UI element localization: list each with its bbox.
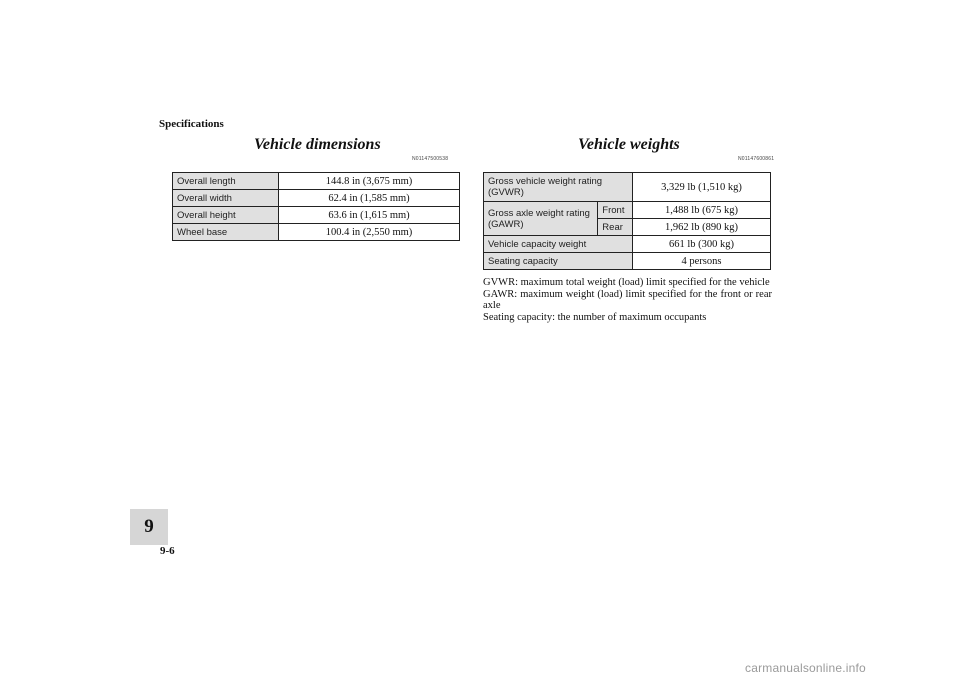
weights-title: Vehicle weights — [578, 136, 680, 153]
seating-label: Seating capacity — [484, 253, 633, 270]
chapter-tab: 9 — [130, 509, 168, 545]
weights-table — [483, 172, 771, 270]
table-row — [173, 207, 460, 224]
table-row — [484, 236, 771, 253]
table-row — [484, 173, 771, 202]
gawr-label: Gross axle weight rating (GAWR) — [484, 202, 598, 236]
page-number: 9-6 — [160, 545, 175, 557]
dimension-label: Overall width — [173, 190, 279, 207]
dimensions-title: Vehicle dimensions — [254, 136, 381, 153]
seating-value: 4 persons — [633, 253, 771, 270]
gawr-rear-value: 1,962 lb (890 kg) — [633, 219, 771, 236]
table-row — [484, 202, 771, 219]
dimension-value: 144.8 in (3,675 mm) — [279, 173, 460, 190]
dimensions-code: N01147500538 — [412, 156, 449, 162]
note-seating: Seating capacity: the number of maximum occupants — [483, 311, 707, 323]
dimension-label: Overall height — [173, 207, 279, 224]
capacity-value: 661 lb (300 kg) — [633, 236, 771, 253]
watermark: carmanualsonline.info — [745, 661, 866, 675]
gvwr-label: Gross vehicle weight rating (GVWR) — [484, 173, 633, 202]
dimension-value: 62.4 in (1,585 mm) — [279, 190, 460, 207]
gawr-front-value: 1,488 lb (675 kg) — [633, 202, 771, 219]
dimension-value: 100.4 in (2,550 mm) — [279, 224, 460, 241]
weight-notes — [483, 277, 772, 323]
table-row — [173, 224, 460, 241]
dimension-label: Overall length — [173, 173, 279, 190]
section-header: Specifications — [159, 118, 224, 130]
dimension-label: Wheel base — [173, 224, 279, 241]
gvwr-value: 3,329 lb (1,510 kg) — [633, 173, 771, 202]
gawr-rear-label: Rear — [598, 219, 633, 236]
dimension-value: 63.6 in (1,615 mm) — [279, 207, 460, 224]
note-gawr: GAWR: maximum weight (load) limit specified for the front or rear axle — [483, 288, 772, 311]
table-row — [484, 253, 771, 270]
note-gvwr: GVWR: maximum total weight (load) limit specified for the vehicle — [483, 277, 770, 288]
gawr-front-label: Front — [598, 202, 633, 219]
table-row — [173, 173, 460, 190]
weights-code: N01147600861 — [738, 156, 775, 162]
dimensions-table — [172, 172, 460, 241]
table-row — [173, 190, 460, 207]
capacity-label: Vehicle capacity weight — [484, 236, 633, 253]
